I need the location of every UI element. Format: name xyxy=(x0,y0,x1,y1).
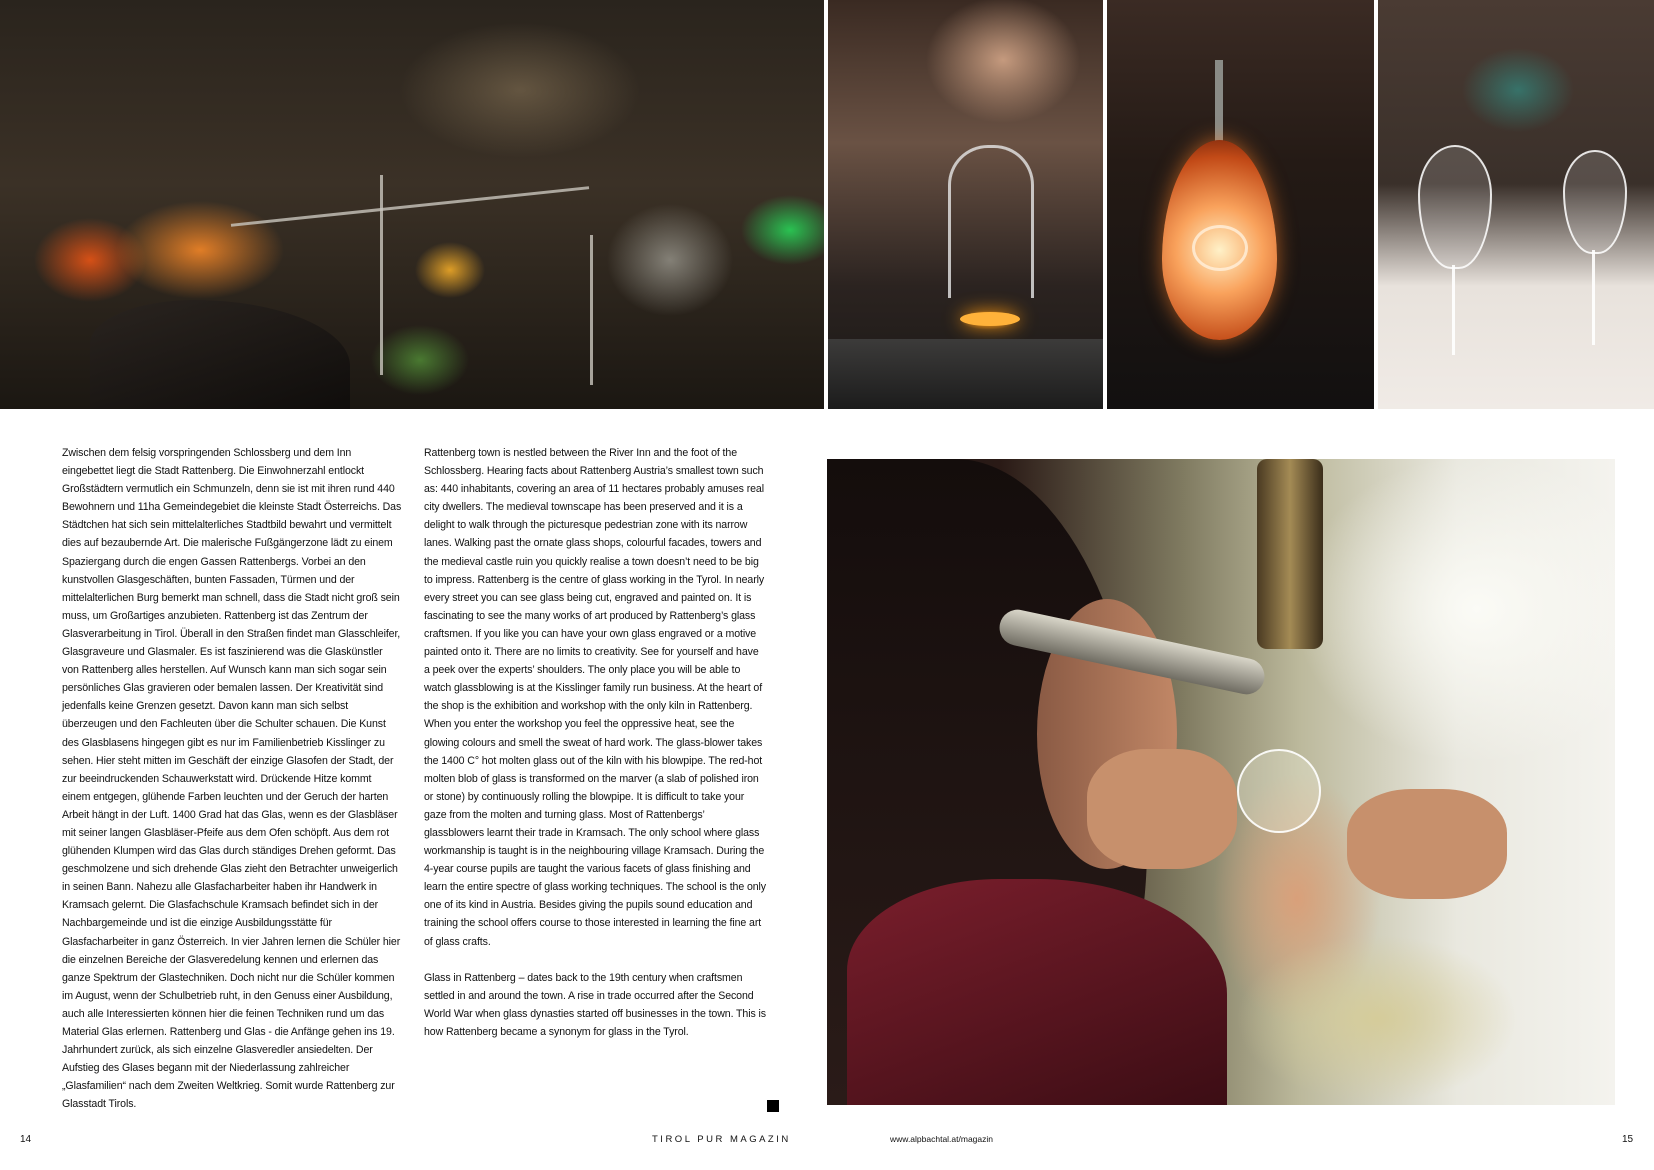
german-paragraph: Zwischen dem felsig vorspringenden Schlossberg und dem Inn eingebettet liegt die Stadt Rattenberg. Die Einwohnerzahl entlockt Großstädtern vermutlich ein Schmunzeln, denn sie ist mit ihren rund 440 Bewohnern und 11ha Gemeindegebiet die kleinste Stadt Österreichs. Das Städtchen hat sich sein mittelalterliches Stadtbild bewahrt und vermittelt dies auf bezaubernde Art. Die malerische Fußgängerzone lädt zu einem Spaziergang durch die engen Gassen Rattenbergs. Vorbei an den kunstvollen Glasgeschäften, bunten Fassaden, Türmen und der mittelalterlichen Burg bemerkt man schnell, dass die Stadt nicht groß sein muss, um Großartiges anzubieten. Rattenberg ist das Zentrum der Glasverarbeitung in Tirol. Überall in den Straßen findet man Glasschleifer, Glasgraveure und Glasmaler. Es ist faszinierend was die Glaskünstler von Rattenberg alles herstellen. Auf Wunsch kann man sich sogar sein persönliches Glas gravieren oder bemalen lassen. Der Kreativität sind jedenfalls keine Grenzen gesetzt. Davon kann man sich selbst überzeugen und den Fachleuten über die Schulter schauen. Die Kunst des Glasblasens hingegen gibt es nur im Familienbetrieb Kisslinger zu sehen. Hier steht mitten im Geschäft der einzige Glasofen der Stadt, der zur beeindruckenden Schauwerkstatt wird. Drückende Hitze kommt einem entgegen, glühende Farben leuchten und der Geruch der harten Arbeit hängt in der Luft. 1400 Grad hat das Glas, wenn es der Glasbläser mit seiner langen Glasbläser-Pfeife aus dem Ofen schöpft. Aus dem rot glühenden Klumpen wird das Glas durch ständiges Drehen geformt. Das geschmolzene und sich drehende Glas zieht den Betrachter unweigerlich in seinen Bann. Nahezu alle Glasfacharbeiter haben ihr Handwerk in Kramsach gelernt. Die Glasfachschule Kramsach befindet sich in der Nachbargemeinde und ist die einzige Ausbildungsstätte für Glasfacharbeiter in ganz Österreich. In vier Jahren lernen die Schüler hier die einzelnen Bereiche der Glasveredelung kennen und erlernen das ganze Spektrum der Glastechniken. Doch nicht nur die Schüler kommen im August, wenn der Schulbetrieb ruht, in den Genuss einer Ausbildung, auch alle Interessierten können hier die feinen Techniken rund um das Material Glas erlernen. Rattenberg und Glas - die Anfänge gehen ins 19. Jahrhundert zurück, als sich einzelne Glasveredler ansiedelten. Der Aufstieg des Glases begann mit der Niederlassung zahlreicher „Glasfamilien“ nach dem Zweiten Weltkrieg. Somit wurde Rattenberg zur Glasstadt Tirols. xyxy=(62,447,402,1111)
molten-drop-photo xyxy=(1107,0,1374,409)
workbench xyxy=(828,339,1103,409)
english-paragraph-2: Glass in Rattenberg – dates back to the 19th century when craftsmen settled in and around the town. A rise in trade occurred after the Second World War when glass dynasties started off businesses in the town. This is how Rattenberg became a synonym for glass in the Tyrol. xyxy=(424,971,766,1038)
german-article-column xyxy=(62,444,402,1131)
magazine-name: TIROL PUR MAGAZIN xyxy=(652,1134,791,1145)
railing-post xyxy=(380,175,383,375)
page-number-right: 15 xyxy=(1622,1134,1634,1145)
swan-glassblowing-photo xyxy=(828,0,1103,409)
blowpipe xyxy=(1215,60,1223,150)
blowpipe xyxy=(1257,459,1323,649)
woman-sleeve xyxy=(847,879,1227,1105)
website-link[interactable]: www.alpbachtal.at/magazin xyxy=(890,1134,994,1144)
goblet xyxy=(1418,145,1492,269)
goblet xyxy=(1563,150,1627,254)
hand xyxy=(1347,789,1507,899)
glass-bubble xyxy=(1192,225,1248,271)
hand xyxy=(1087,749,1237,869)
glass-swan xyxy=(948,145,1034,298)
wine-glass xyxy=(1237,749,1321,833)
engraving-photo xyxy=(827,459,1615,1105)
goblet-stem xyxy=(1592,250,1595,345)
glasses-photo xyxy=(1378,0,1654,409)
goblet-stem xyxy=(1452,265,1455,355)
page-number-left: 14 xyxy=(20,1134,32,1145)
exhibition-photo xyxy=(0,0,824,409)
railing xyxy=(231,186,589,227)
railing-post xyxy=(590,235,593,385)
glowing-glass xyxy=(960,312,1020,326)
english-paragraph-1: Rattenberg town is nestled between the River Inn and the foot of the Schlossberg. Hearing facts about Rattenberg Austria’s smallest town such as: 440 inhabitants, covering an area of 11 hectares probably amuses real city dwellers. The medieval townscape has been preserved and it is a delight to walk through the picturesque pedestrian zone with its narrow lanes. Walking past the ornate glass shops, colourful facades, towers and the medieval castle ruin you quickly realise a town doesn’t need to be big to impress. Rattenberg is the centre of glass working in the Tyrol. In nearly every street you can see glass being cut, engraved and painted on. It is fascinating to see the many works of art produced by Rattenberg’s glass craftsmen. If you like you can have your own glass engraved or a motive painted onto it. There are no limits to creativity. See for yourself and have a peek over the experts’ shoulders. The only place you will be able to watch glassblowing is at the Kisslinger family run business. At the heart of the shop is the exhibition and workshop with the only kiln in Rattenberg. When you enter the workshop you feel the oppressive heat, see the glowing colours and smell the sweat of hard work. The glass-blower takes the 1400 C° hot molten glass out of the kiln with his blowpipe. The red-hot molten blob of glass is transformed on the marver (a slab of polished iron or stone) by continuously rolling the blowpipe. It is difficult to take your gaze from the molten and turning glass. Most of Rattenbergs’ glassblowers learnt their trade in Kramsach. The only school where glass workmanship is taught is in the neighbouring village Kramsach. During the 4-year course pupils are taught the various facets of glass finishing and learn the entire spectre of glass working techniques. The school is the only one of its kind in Austria. Besides giving the pupils sound education and training the school offers course to those interested in learning the fine art of glass crafts. xyxy=(424,447,766,948)
article-end-mark xyxy=(767,1100,779,1112)
english-article-column xyxy=(424,444,766,1059)
